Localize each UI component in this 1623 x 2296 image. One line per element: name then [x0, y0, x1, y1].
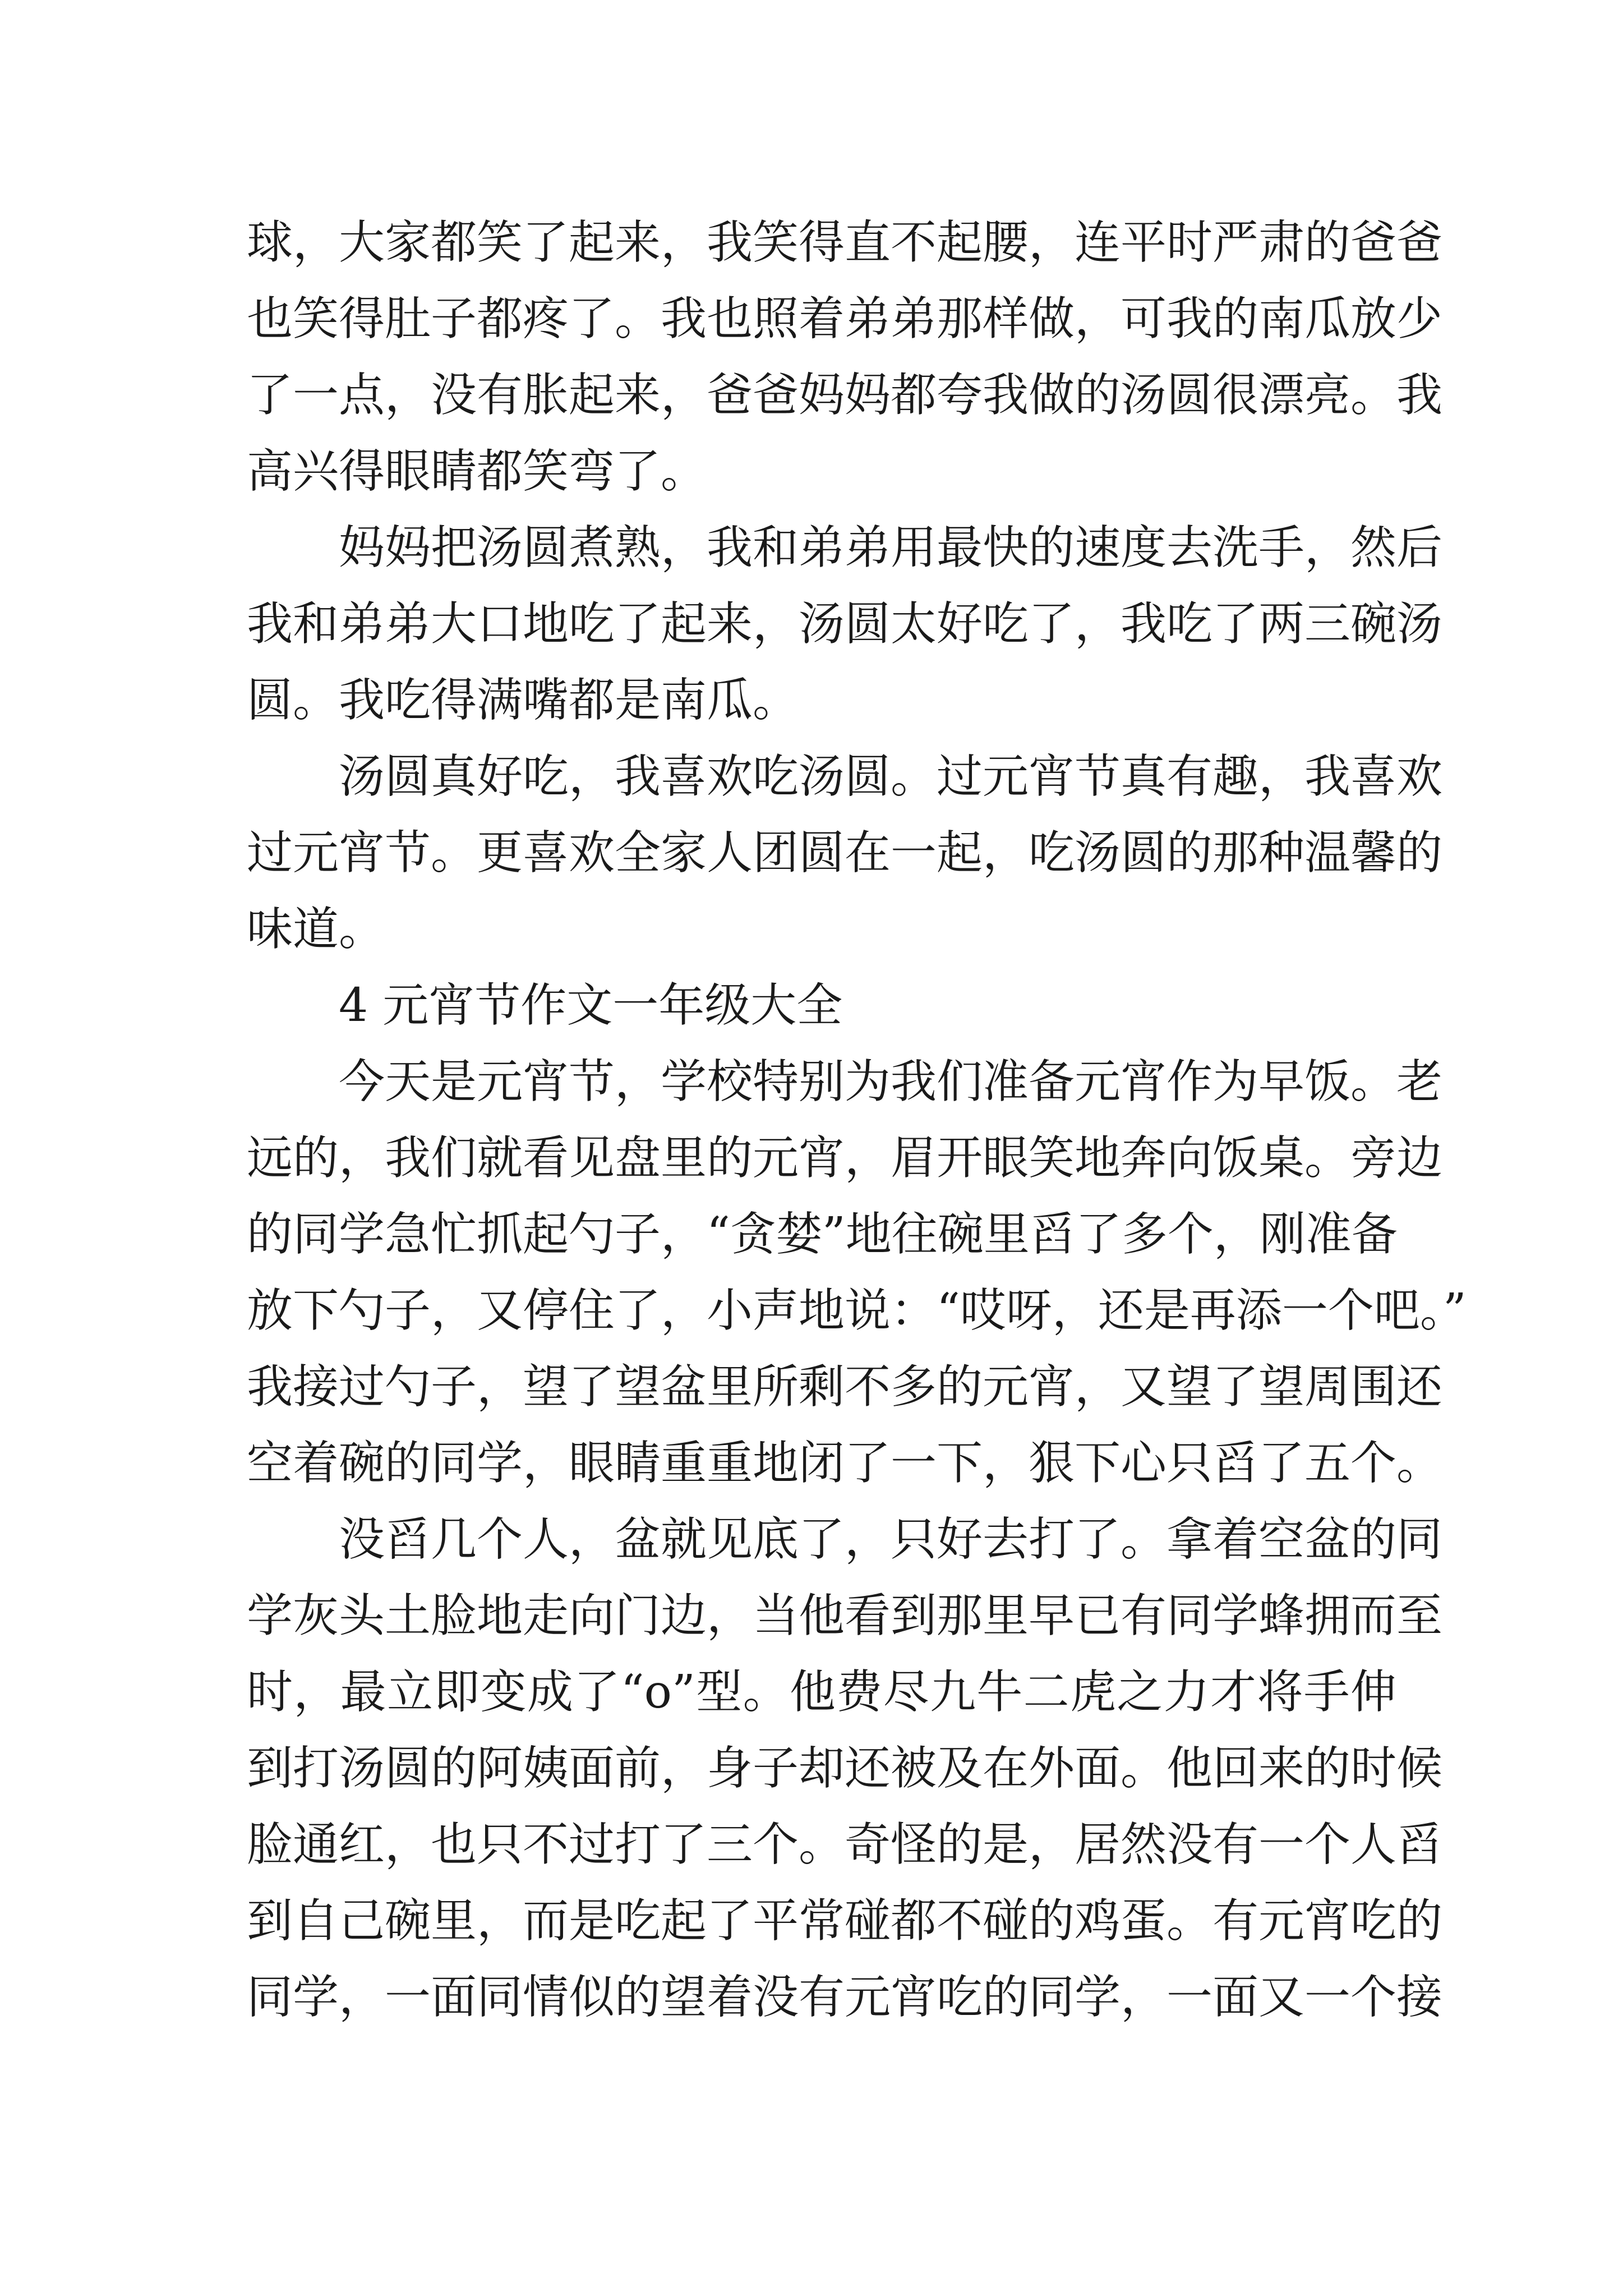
text-line: 时，最立即变成了“o”型。他费尽九牛二虎之力才将手伸 [247, 1665, 1396, 1719]
text-line: 高兴得眼睛都笑弯了。 [247, 445, 707, 498]
document-body [247, 205, 1467, 2036]
text-line: 我接过勺子，望了望盆里所剩不多的元宵，又望了望周围还 [247, 1360, 1443, 1414]
text-line: 圆。我吃得满嘴都是南瓜。 [247, 674, 799, 727]
text-line: 妈妈把汤圆煮熟，我和弟弟用最快的速度去洗手，然后 [339, 521, 1443, 574]
text-line: 汤圆真好吃，我喜欢吃汤圆。过元宵节真有趣，我喜欢 [339, 750, 1443, 803]
text-line: 空着碗的同学，眼睛重重地闭了一下，狠下心只舀了五个。 [247, 1437, 1443, 1490]
text-line: 也笑得肚子都疼了。我也照着弟弟那样做，可我的南瓜放少 [247, 292, 1443, 346]
text-line: 放下勺子，又停住了，小声地说：“哎呀，还是再添一个吧。” [247, 1284, 1467, 1337]
text-line: 过元宵节。更喜欢全家人团圆在一起，吃汤圆的那种温馨的 [247, 826, 1443, 880]
text-line: 今天是元宵节，学校特别为我们准备元宵作为早饭。老 [339, 1055, 1443, 1108]
text-line: 到自己碗里，而是吃起了平常碰都不碰的鸡蛋。有元宵吃的 [247, 1894, 1443, 1948]
section-heading: 4 元宵节作文一年级大全 [339, 979, 843, 1032]
text-line: 学灰头土脸地走向门边，当他看到那里早已有同学蜂拥而至 [247, 1589, 1443, 1642]
text-line: 的同学急忙抓起勺子，“贪婪”地往碗里舀了多个，刚准备 [247, 1208, 1398, 1261]
text-line: 没舀几个人，盆就见底了，只好去打了。拿着空盆的同 [339, 1513, 1443, 1566]
text-line: 脸通红，也只不过打了三个。奇怪的是，居然没有一个人舀 [247, 1818, 1443, 1871]
text-line: 球，大家都笑了起来，我笑得直不起腰，连平时严肃的爸爸 [247, 216, 1443, 269]
text-line: 远的，我们就看见盘里的元宵，眉开眼笑地奔向饭桌。旁边 [247, 1131, 1443, 1185]
text-line: 到打汤圆的阿姨面前，身子却还被及在外面。他回来的时候 [247, 1742, 1443, 1795]
text-line: 我和弟弟大口地吃了起来，汤圆太好吃了，我吃了两三碗汤 [247, 597, 1443, 651]
text-line: 同学，一面同情似的望着没有元宵吃的同学，一面又一个接 [247, 1971, 1443, 2024]
text-line: 了一点，没有胀起来，爸爸妈妈都夸我做的汤圆很漂亮。我 [247, 369, 1443, 422]
text-line: 味道。 [247, 903, 385, 956]
